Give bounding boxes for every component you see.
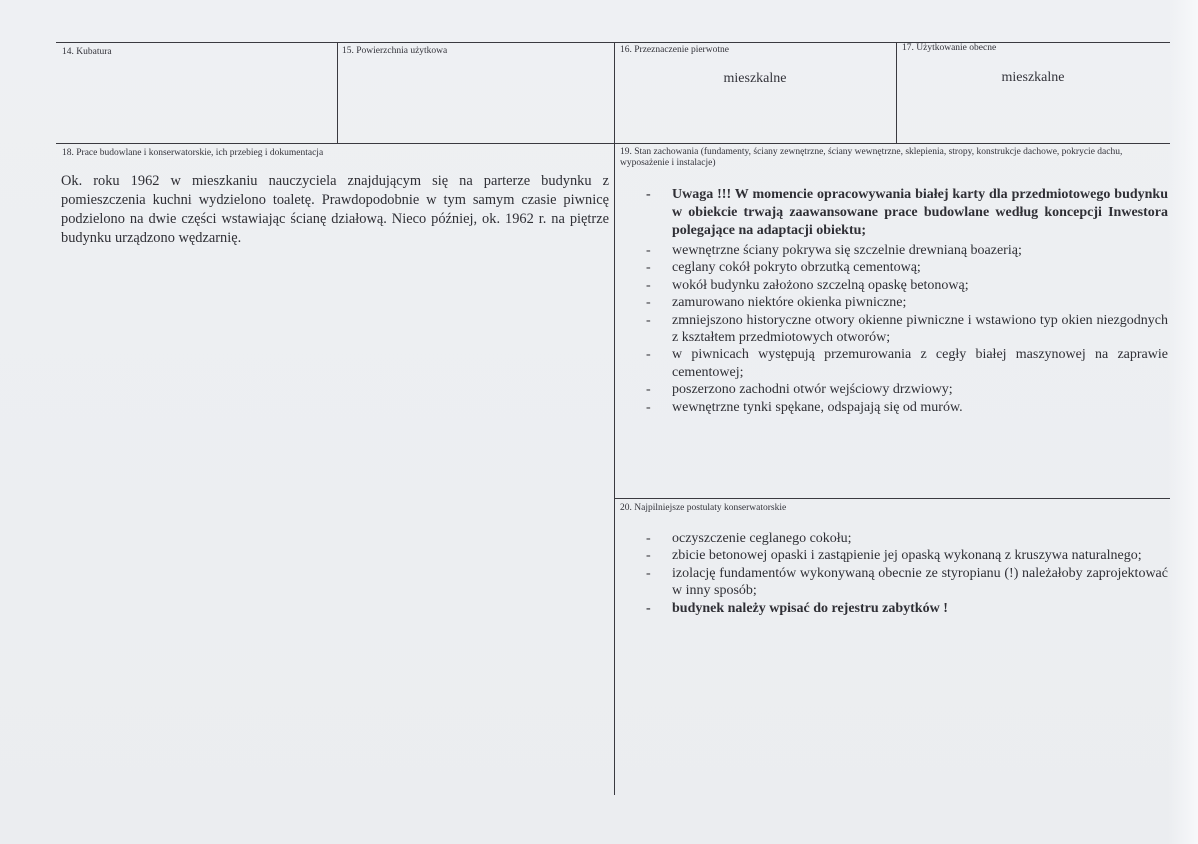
divider-14-15 xyxy=(337,42,338,143)
field18-text: Ok. roku 1962 w mieszkaniu nauczyciela znajdującym się na parterze budynku z pomieszczenia kuchni wydzielono toaletę. Prawdopodobnie w tym samym czasie piwnicę podzielono na dwie części wstawiając ścianę działową. Nieco później, ok. 1962 r. na piętrze budynku urządzono wędzarnię. xyxy=(61,173,609,246)
list-bullet: - xyxy=(646,565,651,581)
list-bullet: - xyxy=(646,600,651,616)
list-item-text: oczyszczenie ceglanego cokołu; xyxy=(672,531,852,546)
field20-top-border xyxy=(615,498,1170,499)
list-bullet: - xyxy=(646,382,651,398)
list-bullet: - xyxy=(646,260,651,276)
field18-label: 18. Prace budowlane i konserwatorskie, ich przebieg i dokumentacja xyxy=(62,148,324,158)
field17-label: 17. Użytkowanie obecne xyxy=(902,43,997,53)
list-item-text: izolację fundamentów wykonywaną obecnie ze styropianu (!) należałoby zaprojektować w inny sposób; xyxy=(672,565,1168,599)
field15-label: 15. Powierzchnia użytkowa xyxy=(342,46,448,56)
list-item xyxy=(646,530,1168,547)
list-item xyxy=(646,294,1168,311)
list-bullet: - xyxy=(646,399,651,415)
field17-value: mieszkalne xyxy=(1001,70,1065,85)
list-item xyxy=(646,312,1168,347)
list-item-text: budynek należy wpisać do rejestru zabytków ! xyxy=(672,600,948,616)
field20-list xyxy=(646,530,1168,617)
list-item-text: w piwnicach występują przemurowania z cegły białej maszynowej na zaprawie cementowej; xyxy=(672,347,1168,380)
page-edge xyxy=(1168,0,1198,844)
field16-label: 16. Przeznaczenie pierwotne xyxy=(620,45,729,55)
list-bullet: - xyxy=(646,312,651,328)
list-item-text: Uwaga !!! W momencie opracowywania białej karty dla przedmiotowego budynku w obiekcie trwają zaawansowane prace budowlane według koncepcji Inwestora polegające na adaptacji obiektu; xyxy=(672,187,1168,238)
list-item xyxy=(646,600,1168,617)
list-item-text: ceglany cokół pokryto obrzutką cementową; xyxy=(672,260,921,276)
field19-list xyxy=(646,186,1168,416)
list-bullet: - xyxy=(646,277,651,293)
list-item xyxy=(646,547,1168,564)
field14-label: 14. Kubatura xyxy=(62,47,112,57)
field16-value: mieszkalne xyxy=(723,71,787,86)
list-item-text: zmniejszono historyczne otwory okienne piwniczne i wstawiono typ okien niezgodnych z kształtem przedmiotowych otworów; xyxy=(672,312,1168,346)
list-item xyxy=(646,259,1168,276)
list-item-text: wokół budynku założono szczelną opaskę betonową; xyxy=(672,277,969,293)
list-bullet: - xyxy=(646,295,651,311)
field19-label: 19. Stan zachowania (fundamenty, ściany zewnętrzne, ściany wewnętrzne, sklepienia, stropy, konstrukcje dachowe, pokrycie dachu, wyposażenie i instalacje) xyxy=(620,147,1123,168)
list-bullet: - xyxy=(646,531,651,546)
list-item xyxy=(646,381,1168,398)
row1-bottom-border xyxy=(56,143,1170,144)
list-item xyxy=(646,565,1168,600)
list-item xyxy=(646,186,1168,240)
list-item-text: wewnętrzne tynki spękane, odspajają się od murów. xyxy=(672,399,963,415)
list-item xyxy=(646,242,1168,259)
divider-15-16 xyxy=(614,42,615,795)
divider-16-17 xyxy=(896,42,897,143)
list-bullet: - xyxy=(646,187,651,202)
field20-label: 20. Najpilniejsze postulaty konserwatorskie xyxy=(620,503,787,513)
list-item xyxy=(646,346,1168,381)
list-item-text: zbicie betonowej opaski i zastąpienie jej opaską wykonaną z kruszywa naturalnego; xyxy=(672,548,1142,564)
form-top-border xyxy=(56,42,1170,43)
list-item-text: wewnętrzne ściany pokrywa się szczelnie drewnianą boazerią; xyxy=(672,243,1022,258)
list-bullet: - xyxy=(646,347,651,363)
list-bullet: - xyxy=(646,548,651,564)
list-item-text: zamurowano niektóre okienka piwniczne; xyxy=(672,295,907,311)
list-item xyxy=(646,277,1168,294)
list-bullet: - xyxy=(646,243,651,258)
list-item xyxy=(646,399,1168,416)
list-item-text: poszerzono zachodni otwór wejściowy drzwiowy; xyxy=(672,382,953,398)
